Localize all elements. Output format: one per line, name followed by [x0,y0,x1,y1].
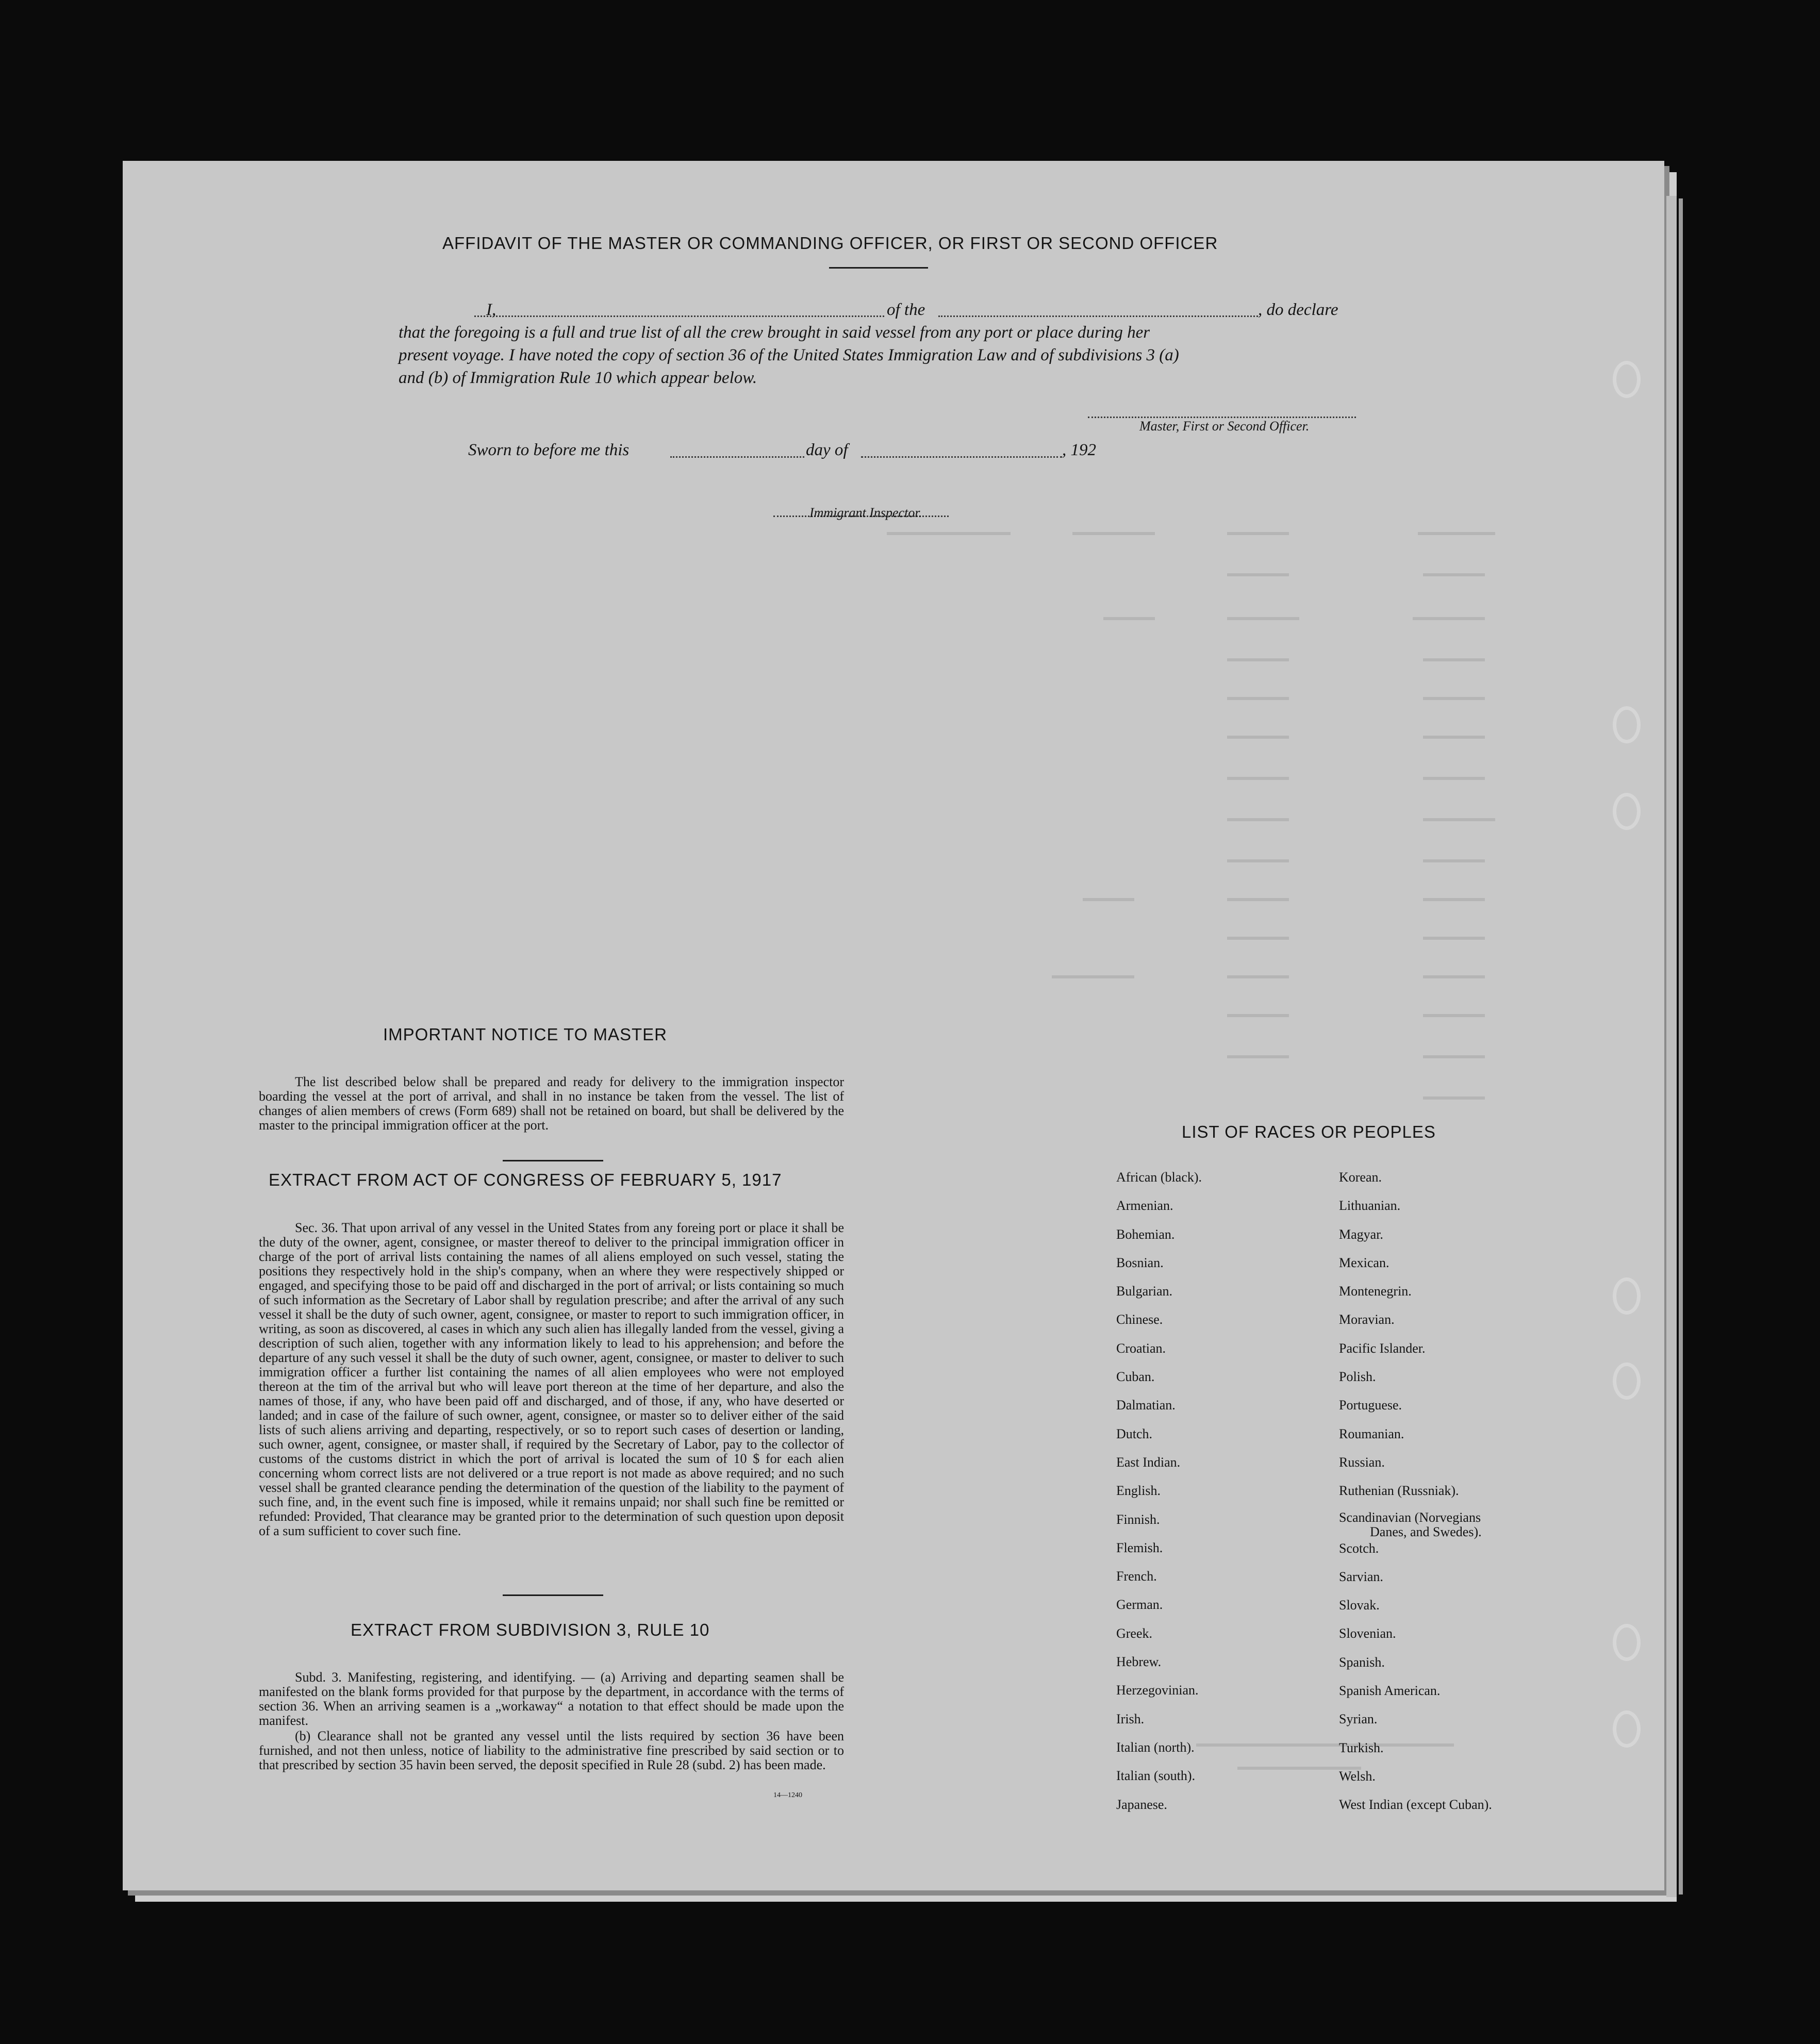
sworn-label: Sworn to before me this [468,441,630,459]
race-item: Hebrew. [1116,1654,1162,1670]
race-item: Dalmatian. [1116,1398,1176,1413]
race-item: Montenegrin. [1339,1284,1412,1299]
title-rule [829,267,928,269]
race-item: Ruthenian (Russniak). [1339,1483,1459,1499]
race-item: Spanish. [1339,1654,1385,1670]
declarant-label: I, [486,301,497,319]
race-item: Greek. [1116,1625,1153,1641]
officer-signature-field[interactable] [1088,417,1356,418]
race-item: African (black). [1116,1170,1202,1185]
declarant-name-field[interactable] [474,315,884,317]
race-item: Magyar. [1339,1226,1383,1242]
rule10-body-b: (b) Clearance shall not be granted any vessel until the lists required by section 36 have been furnished, and not then unless, notice of liability to the administrative fine prescribed by said section or to that prescribed by section 35 havin been served, the deposit specified in Rule 28 (subd. 2) has been made. [259,1729,844,1772]
race-item: English. [1116,1483,1161,1499]
race-item: East Indian. [1116,1454,1181,1470]
year-label: , 192 [1062,441,1096,459]
race-item: Scotch. [1339,1540,1379,1556]
races-column-1 [1116,1163,1202,1819]
notice-body: The list described below shall be prepared and ready for delivery to the immigration inspector boarding the vessel at the port of arrival, and shall in no instance be taken from the vessel. The list of changes of alien members of crews (Form 689) shall not be retained on board, but shall be delivered by the master to the principal immigration officer at the port. [259,1074,844,1133]
affidavit-title: AFFIDAVIT OF THE MASTER OR COMMANDING OFFICER, OR FIRST OR SECOND OFFICER [442,234,1218,253]
race-item: Polish. [1339,1369,1376,1385]
race-item: Bohemian. [1116,1226,1175,1242]
section-rule [503,1594,603,1596]
race-item: Cuban. [1116,1369,1155,1385]
race-item: Spanish American. [1339,1683,1441,1699]
rule10-title: EXTRACT FROM SUBDIVISION 3, RULE 10 [351,1620,710,1639]
races-column-2 [1339,1163,1492,1819]
sworn-day-field[interactable] [670,456,804,458]
race-item: Korean. [1339,1170,1382,1185]
signature-caption: Master, First or Second Officer. [1139,419,1310,434]
race-item: Japanese. [1116,1797,1167,1812]
race-item: Moravian. [1339,1312,1395,1327]
race-item: Finnish. [1116,1511,1160,1527]
race-item: Danes, and Swedes). [1370,1524,1482,1539]
race-item: Italian (north). [1116,1739,1195,1755]
race-item: Irish. [1116,1711,1145,1726]
race-item: Lithuanian. [1339,1198,1401,1214]
affidavit-line: present voyage. I have noted the copy of section 36 of the United States Immigration Law and of subdivisions 3 (a) [399,346,1179,364]
races-title: LIST OF RACES OR PEOPLES [1182,1122,1436,1141]
race-item: Armenian. [1116,1198,1173,1214]
of-the-label: of the [887,301,925,319]
race-item: Dutch. [1116,1426,1153,1441]
race-item: Turkish. [1339,1740,1384,1755]
sworn-month-field[interactable] [861,456,1062,458]
race-item: West Indian (except Cuban). [1339,1797,1492,1813]
race-item: Portuguese. [1339,1398,1402,1413]
affidavit-line: that the foregoing is a full and true list of all the crew brought in said vessel from any port or place during her [399,323,1150,342]
vessel-name-field[interactable] [938,315,1258,317]
rule10-body-a: Subd. 3. Manifesting, registering, and identifying. — (a) Arriving and departing seamen shall be manifested on the blank forms provided for that purpose by the department, in accordance with the terms of section 36. When an arriving seamen is a „workaway“ a notation to that effect should be made upon the manifest. [259,1670,844,1728]
section-rule [503,1160,603,1161]
race-item: Scandinavian (Norvegians [1339,1509,1481,1525]
race-item: Chinese. [1116,1312,1163,1327]
race-item: Russian. [1339,1454,1385,1470]
race-item: Slovak. [1339,1598,1380,1613]
act-title: EXTRACT FROM ACT OF CONGRESS OF FEBRUARY 5, 1917 [269,1170,782,1189]
race-item: Welsh. [1339,1768,1376,1784]
day-of-label: day of [806,441,848,459]
race-item: Bosnian. [1116,1255,1164,1270]
race-item: Croatian. [1116,1340,1166,1356]
race-item: Mexican. [1339,1255,1389,1270]
race-item: Bulgarian. [1116,1284,1173,1299]
race-item: Italian (south). [1116,1768,1196,1784]
race-item: Herzegovinian. [1116,1683,1199,1698]
race-item: German. [1116,1597,1163,1613]
form-number: 14—1240 [773,1791,802,1799]
race-item: Sarvian. [1339,1569,1383,1584]
inspector-caption: Immigrant Inspector. [809,505,922,520]
race-item: Slovenian. [1339,1626,1396,1641]
race-item: French. [1116,1569,1157,1584]
notice-title: IMPORTANT NOTICE TO MASTER [383,1025,668,1044]
race-item: Syrian. [1339,1711,1378,1727]
race-item: Flemish. [1116,1540,1163,1555]
affidavit-line: and (b) of Immigration Rule 10 which appear below. [399,369,757,387]
race-item: Pacific Islander. [1339,1340,1426,1356]
do-declare-label: , do declare [1258,301,1338,319]
race-item: Roumanian. [1339,1426,1404,1441]
act-body: Sec. 36. That upon arrival of any vessel in the United States from any foreing port or place it shall be the duty of the owner, agent, consignee, or master thereof to deliver to the principal immigration officer in charge of the port of arrival lists containing the names of all aliens employed on such vessel, stating the positions they respectively hold in the ship's company, when an where they were respectively shipped or engaged, and specifying those to be paid off and discharged in the port of arrival; or lists containing so much of such information as the Secretary of Labor shall by regulation prescribe; and after the arrival of any such vessel it shall be the duty of such owner, agent, consignee, or master to report to such immigration officer, in writing, as soon as discovered, al cases in which any such alien has illegally landed from the vessel, giving a description of such alien, together with any information likely to lead to his apprehension; and before the departure of any such vessel it shall be the duty of such owner, agent, consignee, or master to deliver to such immigration officer a further list containing the names of all alien employees who were not employed thereon at the tim of the arrival but who will leave port thereon at the time of her departure, and also the names of those, if any, who have been paid off and discharged, and of those, if any, who have deserted or landed; and in case of the failure of such owner, agent, consignee, or master so to deliver either of the said lists of such aliens arriving and departing, respectively, or so to report such cases of desertion or landing, such owner, agent, consignee, or master shall, if required by the Secretary of Labor, pay to the collector of customs of the customs district in which the port of arrival is located the sum of 10 $ for each alien concerning whom correct lists are not delivered or a true report is not made as above required; and no such vessel shall be granted clearance pending the determination of the question of the liability to the payment of such fine, and, in the event such fine is imposed, while it remains unpaid; nor shall such fine be remitted or refunded: Provided, That clearance may be granted prior to the determination of such question upon deposit of a sum sufficient to cover such fine. [259,1220,844,1538]
